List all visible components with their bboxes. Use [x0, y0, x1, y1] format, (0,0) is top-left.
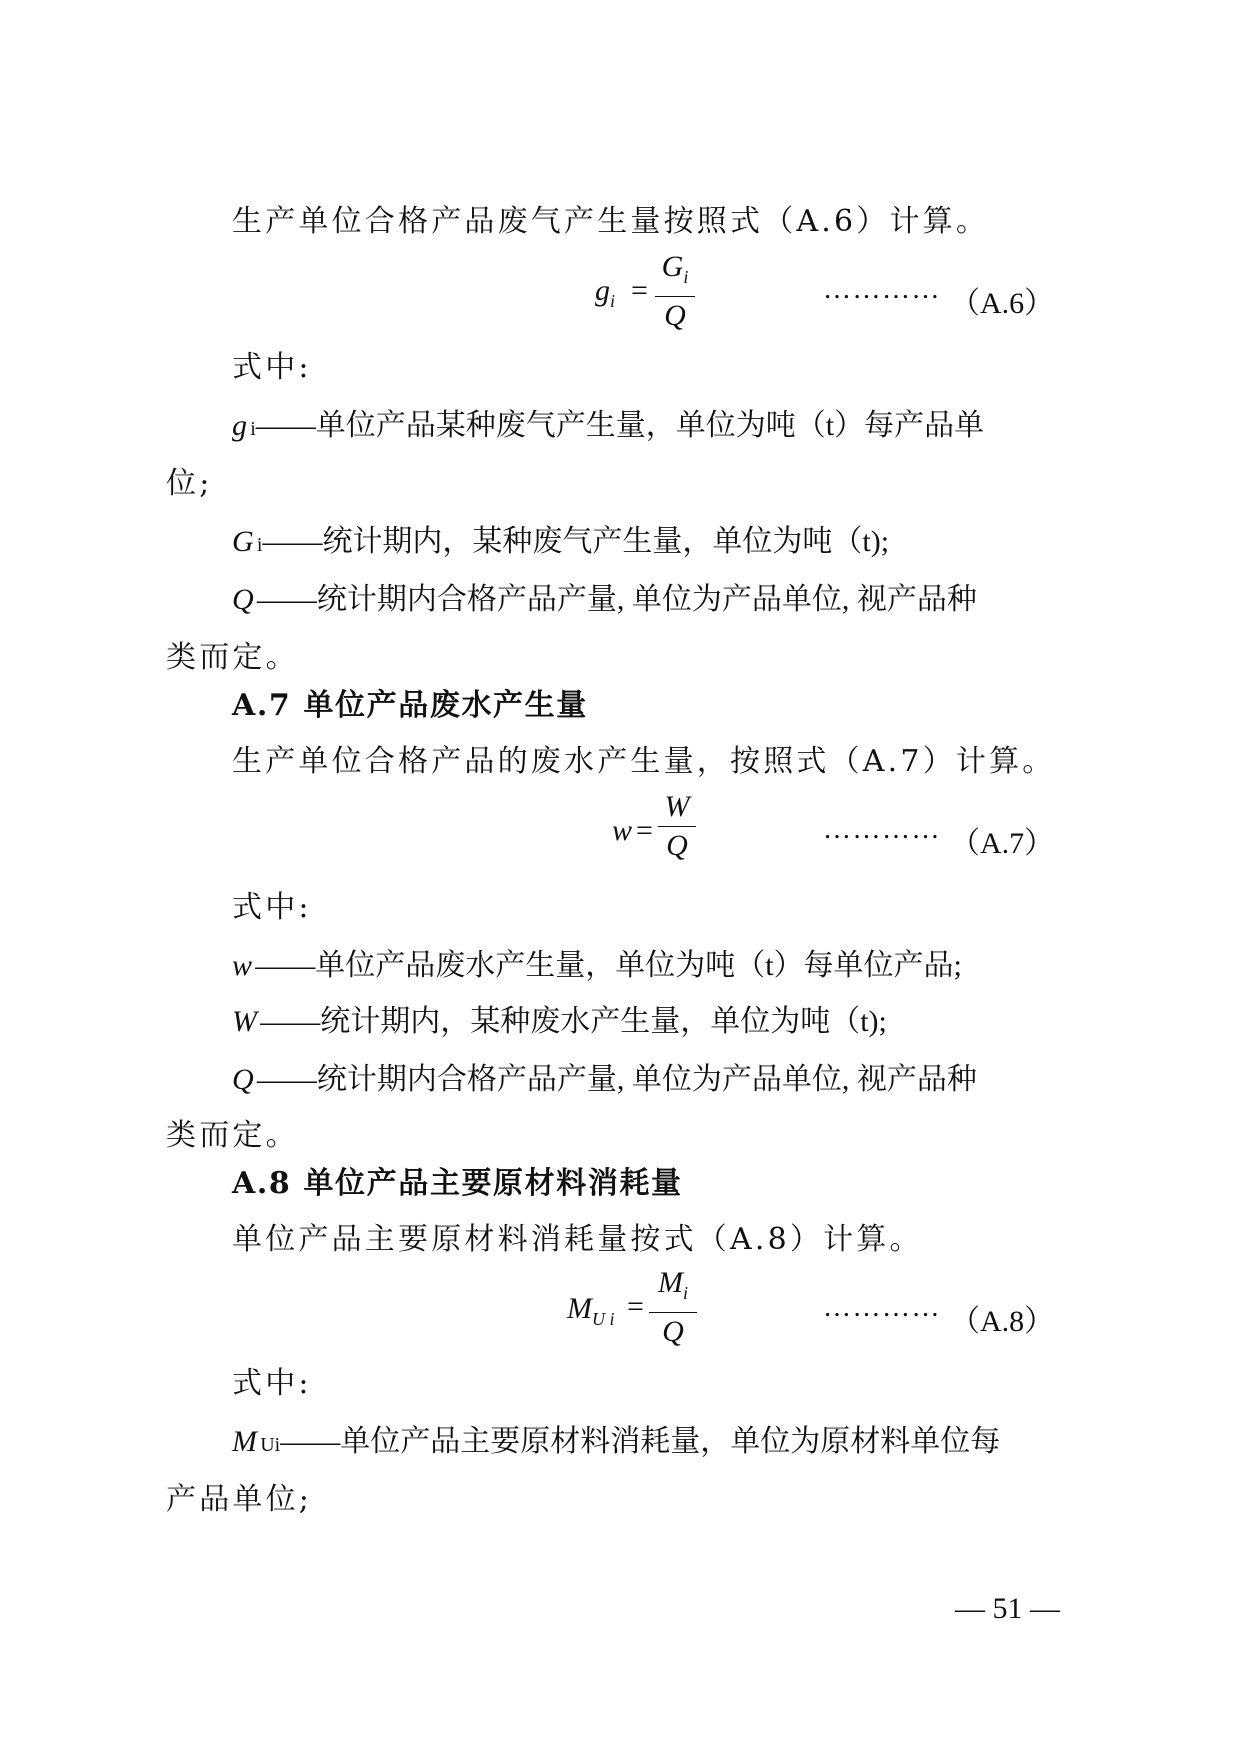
- where-label-1: 式中:: [232, 350, 312, 385]
- definition-Q-2-cont: 类而定。: [166, 1118, 299, 1153]
- formula-a6-denominator: Q: [664, 299, 686, 332]
- definition-W: W——统计期内，某种废水产生量，单位为吨（t);: [232, 1005, 887, 1038]
- formula-a8-lhs: $M_{U i}$: [567, 1292, 615, 1329]
- formula-a6: [595, 250, 715, 330]
- formula-a7-equals: =: [636, 814, 653, 847]
- formula-a8-fraction: [649, 1266, 697, 1349]
- formula-a7-denominator: Q: [666, 829, 688, 862]
- definition-M: MUi——单位产品主要原材料消耗量，单位为原材料单位每: [232, 1425, 1001, 1458]
- formula-a7: [612, 790, 712, 870]
- formula-a8-number: （A.8）: [950, 1305, 1055, 1338]
- paragraph-a7-intro: 生产单位合格产品的废水产生量，按照式（A.7）计算。: [232, 744, 1056, 779]
- formula-a8: [567, 1266, 717, 1346]
- formula-a6-equals: =: [631, 274, 648, 307]
- definition-g: gi——单位产品某种废气产生量，单位为吨（t）每产品单: [232, 409, 985, 442]
- formula-a6-numerator: $G_i$: [661, 250, 689, 287]
- formula-a6-fraction: [655, 250, 695, 333]
- formula-a7-lhs: w: [612, 814, 633, 847]
- formula-a7-dots: …………: [823, 814, 941, 845]
- definition-g-cont: 位;: [166, 466, 213, 501]
- where-label-2: 式中:: [232, 890, 312, 925]
- formula-a8-numerator: $M_i$: [657, 1266, 688, 1303]
- fraction-bar: [658, 826, 696, 827]
- formula-a8-dots: …………: [823, 1292, 941, 1323]
- heading-a8: A.8 单位产品主要原材料消耗量: [232, 1166, 683, 1201]
- paragraph-a8-intro: 单位产品主要原材料消耗量按式（A.8）计算。: [232, 1222, 923, 1257]
- fraction-bar: [649, 1312, 697, 1313]
- definition-w: w——单位产品废水产生量，单位为吨（t）每单位产品;: [232, 949, 962, 982]
- definition-Q-2: Q——统计期内合格产品产量, 单位为产品单位, 视产品种: [232, 1063, 977, 1096]
- definition-M-cont: 产品单位;: [166, 1482, 313, 1517]
- where-label-3: 式中:: [232, 1366, 312, 1401]
- heading-a7: A.7 单位产品废水产生量: [232, 688, 588, 723]
- definition-Q-1-cont: 类而定。: [166, 640, 299, 675]
- page-number: — 51 —: [955, 1592, 1060, 1625]
- fraction-bar: [655, 296, 695, 297]
- formula-a8-denominator: Q: [662, 1315, 684, 1348]
- formula-a6-number: （A.6）: [950, 287, 1055, 320]
- paragraph-a6-intro: 生产单位合格产品废气产生量按照式（A.6）计算。: [232, 204, 990, 239]
- definition-G: Gi——统计期内，某种废气产生量，单位为吨（t);: [232, 525, 890, 558]
- formula-a6-lhs: $g_i$: [595, 274, 616, 311]
- formula-a8-equals: =: [627, 1290, 644, 1323]
- formula-a7-numerator: W: [664, 790, 690, 823]
- definition-Q-1: Q——统计期内合格产品产量, 单位为产品单位, 视产品种: [232, 583, 977, 616]
- formula-a7-fraction: [658, 790, 696, 863]
- formula-a7-number: （A.7）: [950, 827, 1055, 860]
- formula-a6-dots: …………: [823, 274, 941, 305]
